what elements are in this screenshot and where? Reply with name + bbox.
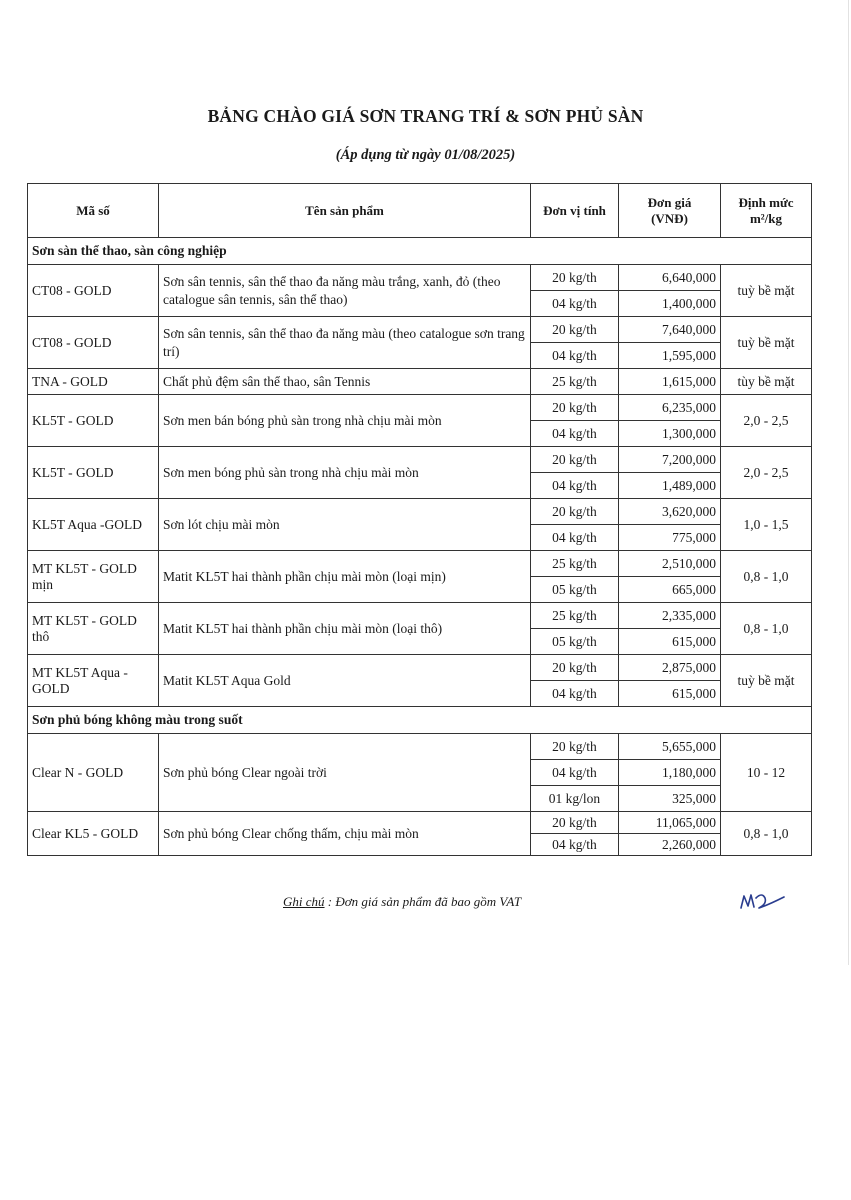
- product-code: Clear KL5 - GOLD: [28, 812, 159, 856]
- pack-price: 615,000: [619, 681, 721, 707]
- coverage-rate: 0,8 - 1,0: [721, 603, 812, 655]
- pack-price: 665,000: [619, 577, 721, 603]
- pack-unit: 20 kg/th: [531, 447, 619, 473]
- pack-unit: 20 kg/th: [531, 655, 619, 681]
- pack-unit: 04 kg/th: [531, 834, 619, 856]
- pack-price: 7,640,000: [619, 317, 721, 343]
- product-code: KL5T - GOLD: [28, 447, 159, 499]
- pack-unit: 04 kg/th: [531, 681, 619, 707]
- table-row: [28, 812, 812, 834]
- product-code: KL5T Aqua -GOLD: [28, 499, 159, 551]
- product-name: Sơn phủ bóng Clear ngoài trời: [159, 734, 531, 812]
- table-row: [28, 655, 812, 681]
- table-row: [28, 447, 812, 473]
- pack-unit: 04 kg/th: [531, 291, 619, 317]
- pack-unit: 20 kg/th: [531, 317, 619, 343]
- pack-price: 6,235,000: [619, 395, 721, 421]
- col-header-rate-line1: Định mức: [738, 194, 794, 210]
- product-name: Matit KL5T Aqua Gold: [159, 655, 531, 707]
- pack-price: 1,615,000: [619, 369, 721, 395]
- pack-unit: 20 kg/th: [531, 499, 619, 525]
- coverage-rate: tùy bề mặt: [721, 369, 812, 395]
- col-header-price-line2: (VNĐ): [651, 210, 688, 226]
- pack-unit: 04 kg/th: [531, 473, 619, 499]
- pack-price: 5,655,000: [619, 734, 721, 760]
- pack-unit: 25 kg/th: [531, 369, 619, 395]
- pack-unit: 25 kg/th: [531, 551, 619, 577]
- col-header-rate-line2: m²/kg: [749, 210, 783, 226]
- pack-unit: 20 kg/th: [531, 265, 619, 291]
- coverage-rate: 2,0 - 2,5: [721, 447, 812, 499]
- pack-price: 7,200,000: [619, 447, 721, 473]
- pack-unit: 04 kg/th: [531, 525, 619, 551]
- pack-price: 775,000: [619, 525, 721, 551]
- table-row: [28, 551, 812, 577]
- coverage-rate: tuỳ bề mặt: [721, 265, 812, 317]
- table-row: [28, 395, 812, 421]
- pack-price: 2,510,000: [619, 551, 721, 577]
- pack-price: 1,180,000: [619, 760, 721, 786]
- pack-unit: 20 kg/th: [531, 812, 619, 834]
- product-name: Matit KL5T hai thành phần chịu mài mòn (loại thô): [159, 603, 531, 655]
- section-row: [28, 238, 812, 265]
- product-name: Matit KL5T hai thành phần chịu mài mòn (loại mịn): [159, 551, 531, 603]
- pack-unit: 04 kg/th: [531, 343, 619, 369]
- pack-unit: 01 kg/lon: [531, 786, 619, 812]
- pack-unit: 05 kg/th: [531, 629, 619, 655]
- coverage-rate: 0,8 - 1,0: [721, 551, 812, 603]
- col-header-code: Mã số: [28, 184, 159, 238]
- table-row: [28, 317, 812, 343]
- pack-price: 1,489,000: [619, 473, 721, 499]
- price-table: [27, 183, 812, 856]
- product-code: Clear N - GOLD: [28, 734, 159, 812]
- note-label: Ghi chú: [283, 894, 325, 909]
- pack-price: 3,620,000: [619, 499, 721, 525]
- pack-price: 2,875,000: [619, 655, 721, 681]
- product-name: Sơn sân tennis, sân thể thao đa năng màu trắng, xanh, đỏ (theo catalogue sân tennis, sân thể thao): [159, 265, 531, 317]
- pack-unit: 05 kg/th: [531, 577, 619, 603]
- pack-price: 615,000: [619, 629, 721, 655]
- product-name: Chất phủ đệm sân thể thao, sân Tennis: [159, 369, 531, 395]
- col-header-name: Tên sản phẩm: [159, 184, 531, 238]
- col-header-price-line1: Đơn giá: [647, 194, 692, 210]
- product-code: CT08 - GOLD: [28, 317, 159, 369]
- pack-unit: 04 kg/th: [531, 421, 619, 447]
- pack-price: 6,640,000: [619, 265, 721, 291]
- product-name: Sơn phủ bóng Clear chống thấm, chịu mài mòn: [159, 812, 531, 856]
- pack-price: 325,000: [619, 786, 721, 812]
- col-header-price: [619, 184, 721, 238]
- table-row: [28, 603, 812, 629]
- effective-date: (Áp dụng từ ngày 01/08/2025): [335, 147, 516, 163]
- product-name: Sơn lót chịu mài mòn: [159, 499, 531, 551]
- note-text: : Đơn giá sản phẩm đã bao gồm VAT: [327, 894, 522, 909]
- table-row: [28, 265, 812, 291]
- pack-price: 2,260,000: [619, 834, 721, 856]
- footer-note: [283, 894, 521, 910]
- product-code: KL5T - GOLD: [28, 395, 159, 447]
- coverage-rate: tuỳ bề mặt: [721, 317, 812, 369]
- section-row: [28, 707, 812, 734]
- product-code: MT KL5T Aqua - GOLD: [28, 655, 159, 707]
- table-header-row: [28, 184, 812, 238]
- section-title: Sơn phủ bóng không màu trong suốt: [28, 707, 812, 734]
- section-title: Sơn sàn thể thao, sàn công nghiệp: [28, 238, 812, 265]
- page-edge-line: [848, 0, 849, 965]
- pack-unit: 04 kg/th: [531, 760, 619, 786]
- table-row: [28, 499, 812, 525]
- product-code: TNA - GOLD: [28, 369, 159, 395]
- pack-price: 11,065,000: [619, 812, 721, 834]
- pack-price: 1,595,000: [619, 343, 721, 369]
- coverage-rate: 0,8 - 1,0: [721, 812, 812, 856]
- pack-price: 1,300,000: [619, 421, 721, 447]
- coverage-rate: 10 - 12: [721, 734, 812, 812]
- document-title: BẢNG CHÀO GIÁ SƠN TRANG TRÍ & SƠN PHỦ SÀN: [207, 106, 644, 126]
- pack-price: 1,400,000: [619, 291, 721, 317]
- table-row: [28, 734, 812, 760]
- signature-icon: [738, 888, 788, 912]
- coverage-rate: 1,0 - 1,5: [721, 499, 812, 551]
- product-name: Sơn sân tennis, sân thể thao đa năng màu (theo catalogue sơn trang trí): [159, 317, 531, 369]
- coverage-rate: 2,0 - 2,5: [721, 395, 812, 447]
- product-name: Sơn men bán bóng phủ sàn trong nhà chịu mài mòn: [159, 395, 531, 447]
- pack-unit: 20 kg/th: [531, 395, 619, 421]
- pack-unit: 25 kg/th: [531, 603, 619, 629]
- product-code: MT KL5T - GOLD mịn: [28, 551, 159, 603]
- coverage-rate: tuỳ bề mặt: [721, 655, 812, 707]
- table-row: [28, 369, 812, 395]
- table-body: [28, 238, 812, 856]
- col-header-rate: [721, 184, 812, 238]
- col-header-unit: Đơn vị tính: [531, 184, 619, 238]
- product-name: Sơn men bóng phủ sàn trong nhà chịu mài mòn: [159, 447, 531, 499]
- pack-unit: 20 kg/th: [531, 734, 619, 760]
- product-code: MT KL5T - GOLD thô: [28, 603, 159, 655]
- pack-price: 2,335,000: [619, 603, 721, 629]
- product-code: CT08 - GOLD: [28, 265, 159, 317]
